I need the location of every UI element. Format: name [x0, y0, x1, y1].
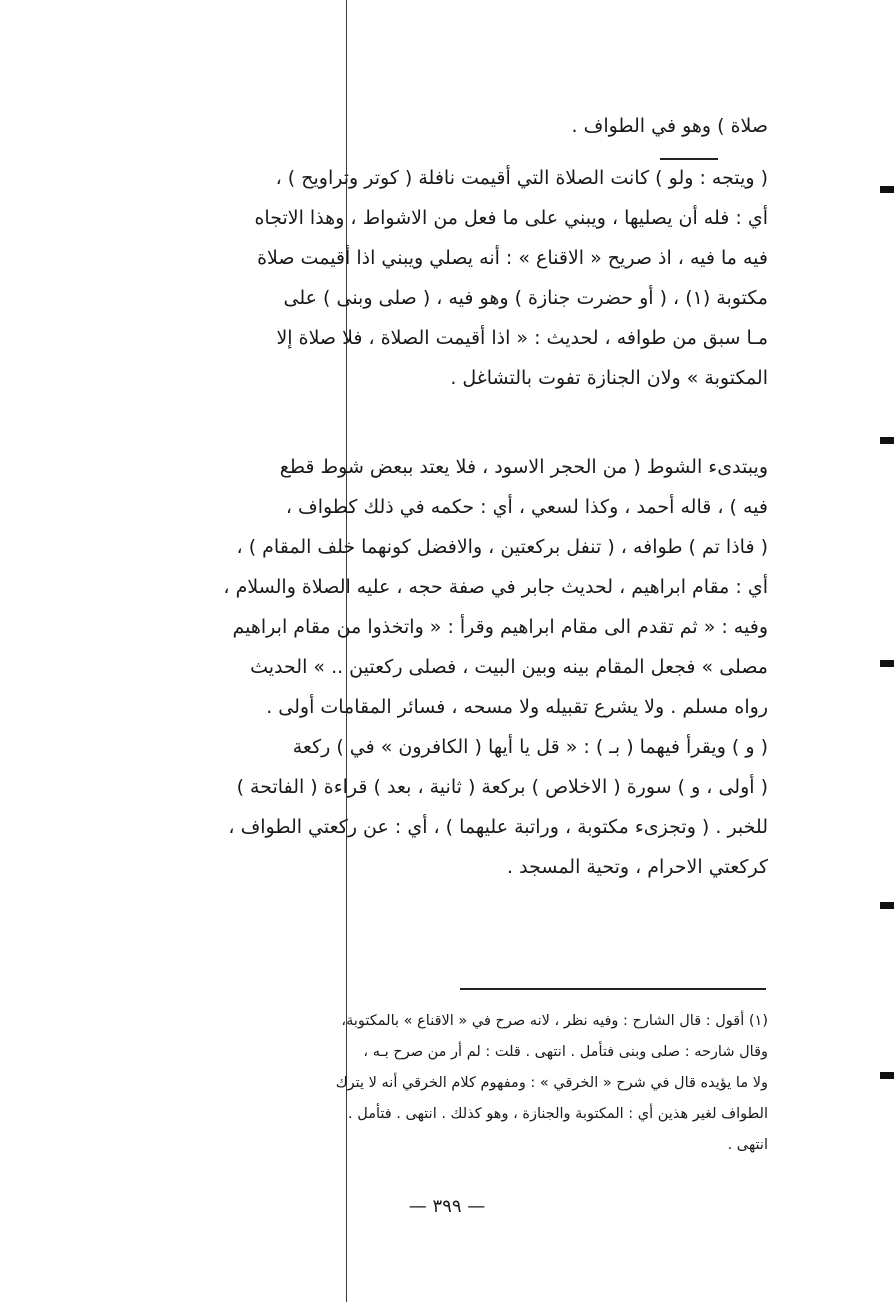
text-line: أي : مقام ابراهيم ، لحديث جابر في صفة حجه ، عليه الصلاة والسلام ،	[223, 576, 768, 598]
footnote-separator	[460, 988, 766, 990]
margin-tab-mark	[880, 186, 894, 193]
text-line: ( أولى ، و ) سورة ( الاخلاص ) بركعة ( ثانية ، بعد ) قراءة ( الفاتحة )	[236, 776, 768, 798]
text-line: ( فاذا تم ) طوافه ، ( تنفل بركعتين ، والافضل كونهما خلف المقام ) ،	[236, 536, 768, 558]
text-line: ( و ) ويقرأ فيهما ( بـ ) : « قل يا أيها ( الكافرون » في ) ركعة	[292, 736, 768, 758]
margin-tab-mark	[880, 1072, 894, 1079]
paragraph-shawt	[120, 447, 768, 887]
margin-tab-mark	[880, 660, 894, 667]
text-line: مصلى » فجعل المقام بينه وبين البيت ، فصلى ركعتين .. » الحديث	[250, 656, 768, 678]
text-line: للخبر . ( وتجزىء مكتوبة ، وراتبة عليهما ) ، أي : عن ركعتي الطواف ،	[228, 816, 768, 838]
text-line: ويبتدىء الشوط ( من الحجر الاسود ، فلا يعتد ببعض شوط قطع	[279, 456, 768, 478]
footnote-line: ولا ما يؤيده قال في شرح « الخرقي » : ومفهوم كلام الخرقي أنه لا يترك	[335, 1075, 768, 1091]
text-line: رواه مسلم . ولا يشرع تقبيله ولا مسحه ، فسائر المقامات أولى .	[266, 696, 768, 718]
text-line: أي : فله أن يصليها ، ويبني على ما فعل من الاشواط ، وهذا الاتجاه	[254, 207, 768, 229]
text-line: ( ويتجه : ولو ) كانت الصلاة التي أقيمت نافلة ( كوتر وتراويح ) ،	[275, 167, 768, 189]
text-line: صلاة ) وهو في الطواف .	[571, 115, 768, 137]
text-line: وفيه : « ثم تقدم الى مقام ابراهيم وقرأ : « واتخذوا من مقام ابراهيم	[232, 616, 768, 638]
footnote-line: (١) أقول : قال الشارح : وفيه نظر ، لانه صرح في « الاقناع » بالمكتوبة،	[341, 1013, 768, 1029]
footnote-line: انتهى .	[727, 1137, 768, 1153]
text-line: مكتوبة (١) ، ( أو حضرت جنازة ) وهو فيه ، ( صلى وبنى ) على	[283, 287, 768, 309]
text-line: كركعتي الاحرام ، وتحية المسجد .	[507, 856, 768, 878]
paragraph-continuation	[120, 106, 768, 146]
text-line: مـا سبق من طوافه ، لحديث : « اذا أقيمت الصلاة ، فلا صلاة إلا	[276, 327, 768, 349]
footnotes	[120, 1006, 768, 1161]
page-number: — ٣٩٩ —	[408, 1196, 486, 1217]
text-line: المكتوبة » ولان الجنازة تفوت بالتشاغل .	[450, 367, 768, 389]
margin-tab-mark	[880, 902, 894, 909]
text-line: فيه ما فيه ، اذ صريح « الاقناع » : أنه يصلي ويبني اذا أقيمت صلاة	[257, 247, 768, 269]
margin-tab-mark	[880, 437, 894, 444]
footnote-line: وقال شارحه : صلى وبنى فتأمل . انتهى . قلت : لم أر من صرح بـه ،	[363, 1044, 768, 1060]
footnote-line: الطواف لغير هذين أي : المكتوبة والجنازة ، وهو كذلك . انتهى . فتأمل .	[348, 1106, 768, 1122]
paragraph-yattajih	[120, 158, 768, 398]
text-line: فيه ) ، قاله أحمد ، وكذا لسعي ، أي : حكمه في ذلك كطواف ،	[285, 496, 768, 518]
